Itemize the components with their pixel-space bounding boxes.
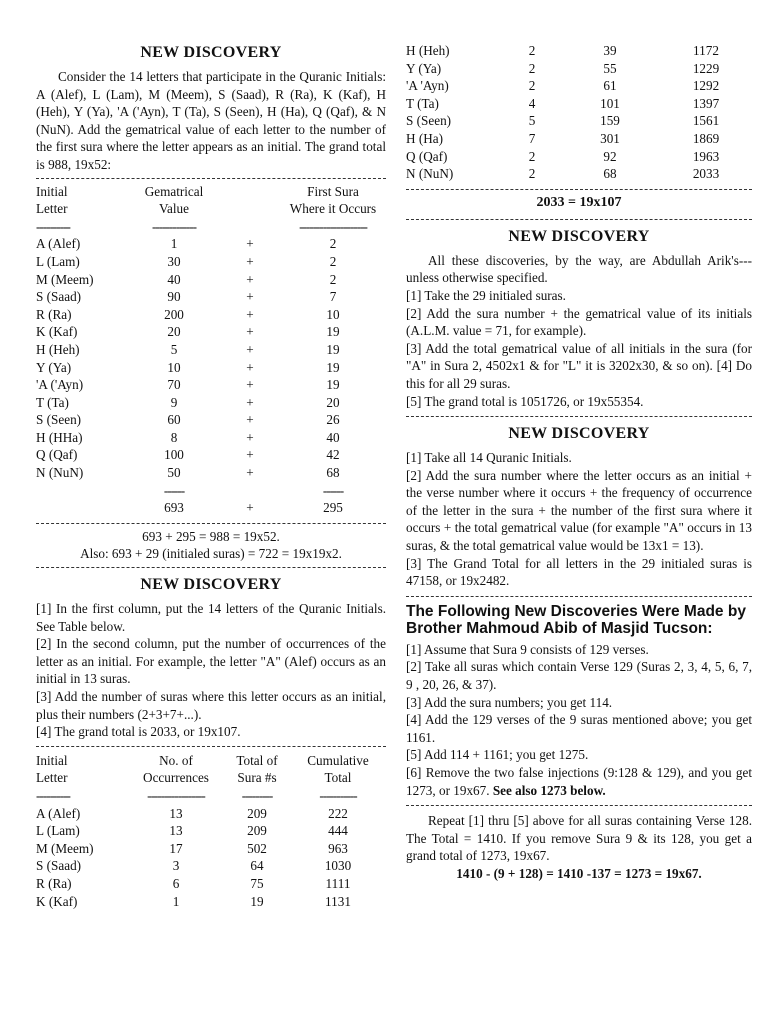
plus-sign: + bbox=[246, 465, 254, 481]
total-sura-cell: 64 bbox=[250, 858, 264, 874]
letter-cell: S (Seen) bbox=[406, 113, 452, 129]
gematrical-value-cell: 100 bbox=[164, 447, 184, 463]
left-column bbox=[36, 0, 386, 910]
col-header-cumulative: Cumulative bbox=[307, 752, 369, 768]
see-also-note: See also 1273 below. bbox=[492, 782, 606, 798]
col-header-value: Value bbox=[158, 201, 190, 217]
cumulative-total-cell: 2033 bbox=[692, 166, 720, 182]
table-row bbox=[36, 376, 386, 394]
table-row bbox=[36, 359, 386, 377]
cumulative-total-cell: 444 bbox=[328, 823, 348, 839]
occurrences-cell: 1 bbox=[172, 893, 180, 909]
letter-cell: T (Ta) bbox=[36, 394, 69, 410]
gematrical-value-cell: 5 bbox=[170, 341, 178, 357]
col-header-initial: Initial bbox=[36, 752, 68, 768]
header-dash: ----------------- bbox=[147, 787, 205, 803]
plus-sign: + bbox=[246, 236, 254, 252]
col-header-first-sura: First Sura bbox=[307, 183, 359, 199]
letter-cell: M (Meem) bbox=[36, 840, 94, 856]
table-row bbox=[36, 323, 386, 341]
letter-cell: Y (Ya) bbox=[406, 60, 442, 76]
first-sura-cell: 20 bbox=[326, 394, 340, 410]
table-row bbox=[36, 253, 386, 271]
letter-cell: L (Lam) bbox=[36, 823, 80, 839]
section-title: NEW DISCOVERY bbox=[140, 44, 282, 61]
table-row bbox=[406, 148, 752, 166]
step-paragraph: [1] Assume that Sura 9 consists of 129 verses. bbox=[406, 641, 649, 657]
table-row bbox=[36, 394, 386, 412]
first-sura-cell: 19 bbox=[326, 359, 340, 375]
table-row bbox=[36, 429, 386, 447]
total-sura-cell: 19 bbox=[250, 893, 264, 909]
occurrences-cell: 13 bbox=[169, 823, 183, 839]
table-row bbox=[406, 112, 752, 130]
letter-cell: H (Ha) bbox=[406, 130, 443, 146]
table-row bbox=[36, 288, 386, 306]
total-sura-cell: 55 bbox=[603, 60, 617, 76]
total-sura-cell: 301 bbox=[600, 130, 620, 146]
table-row bbox=[36, 271, 386, 289]
table-row bbox=[406, 42, 752, 60]
letter-cell: S (Seen) bbox=[36, 412, 82, 428]
step-paragraph: [1] Take all 14 Quranic Initials. bbox=[406, 450, 572, 466]
final-equation: 1410 - (9 + 128) = 1410 -137 = 1273 = 19x67. bbox=[456, 865, 702, 881]
header-dash: ---------- bbox=[36, 787, 70, 803]
gematrical-value-cell: 40 bbox=[167, 271, 181, 287]
letter-cell: S (Saad) bbox=[36, 858, 82, 874]
first-sura-cell: 26 bbox=[326, 412, 340, 428]
first-sura-cell: 19 bbox=[326, 377, 340, 393]
table-row bbox=[36, 805, 386, 823]
table-row bbox=[36, 411, 386, 429]
letter-cell: K (Kaf) bbox=[36, 324, 78, 340]
gematrical-value-cell: 9 bbox=[170, 394, 178, 410]
plus-sign: + bbox=[246, 377, 254, 393]
table-row bbox=[406, 165, 752, 183]
table-row bbox=[36, 341, 386, 359]
first-sura-cell: 2 bbox=[329, 271, 337, 287]
total-sura-cell: 61 bbox=[603, 78, 617, 94]
occurrence-table bbox=[36, 752, 386, 910]
gematrical-value-cell: 10 bbox=[167, 359, 181, 375]
total-sura-cell: 101 bbox=[600, 95, 620, 111]
occurrences-cell: 4 bbox=[528, 95, 536, 111]
occurrences-cell: 2 bbox=[528, 78, 536, 94]
occurrences-cell: 17 bbox=[169, 840, 183, 856]
step-paragraph: [1] In the first column, put the 14 letters of the Quranic Initials. See Table below. bbox=[36, 601, 386, 634]
equation: 693 + 295 = 988 = 19x52. bbox=[142, 528, 280, 544]
plus-sign: + bbox=[246, 394, 254, 410]
result-equation: 2033 = 19x107 bbox=[536, 194, 622, 210]
right-column bbox=[406, 0, 752, 883]
gematrical-value-cell: 1 bbox=[170, 236, 178, 252]
step-paragraph: [2] Add the sura number + the gematrical value of its initials (A.L.M. value = 71, for example). bbox=[406, 305, 752, 339]
letter-cell: L (Lam) bbox=[36, 253, 80, 269]
col-header-cumulative: Total bbox=[324, 770, 352, 786]
step-paragraph: [3] The Grand Total for all letters in the 29 initialed suras is 47158, or 19x2482. bbox=[406, 555, 752, 589]
cumulative-total-cell: 1292 bbox=[692, 78, 720, 94]
step-paragraph: [3] Add the sura numbers; you get 114. bbox=[406, 694, 613, 710]
section-title: NEW DISCOVERY bbox=[508, 227, 650, 245]
letter-cell: M (Meem) bbox=[36, 271, 94, 287]
letter-cell: Y (Ya) bbox=[36, 359, 72, 375]
letter-cell: H (Heh) bbox=[406, 43, 450, 58]
letter-cell: R (Ra) bbox=[36, 306, 72, 322]
gematrical-value-cell: 200 bbox=[164, 306, 184, 322]
col-header-total-sura: Total of bbox=[236, 752, 278, 768]
cumulative-total-cell: 963 bbox=[328, 840, 348, 856]
table-row bbox=[36, 857, 386, 875]
col-header-gematrical: Gematrical bbox=[144, 183, 204, 199]
step-paragraph: [5] Add 114 + 1161; you get 1275. bbox=[406, 747, 589, 763]
equation: Also: 693 + 29 (initialed suras) = 722 = 19x19x2. bbox=[80, 546, 342, 562]
section-title: NEW DISCOVERY bbox=[508, 425, 650, 443]
total-sura-cell: 209 bbox=[247, 805, 267, 821]
total-sura-cell: 68 bbox=[603, 166, 617, 182]
first-sura-cell: 42 bbox=[326, 447, 340, 463]
section-title: NEW DISCOVERY bbox=[140, 576, 282, 594]
letter-cell: K (Kaf) bbox=[36, 893, 78, 909]
col-header-total-sura: Sura #s bbox=[237, 770, 277, 786]
col-header-where-occurs: Where it Occurs bbox=[289, 201, 377, 217]
cumulative-total-cell: 222 bbox=[328, 805, 348, 821]
step-paragraph bbox=[406, 764, 752, 799]
cumulative-total-cell: 1030 bbox=[324, 858, 352, 874]
letter-cell: T (Ta) bbox=[406, 95, 439, 111]
gematrical-value-cell: 90 bbox=[167, 289, 181, 305]
table-row bbox=[36, 822, 386, 840]
total-first-sura: 295 bbox=[323, 500, 343, 516]
cumulative-total-cell: 1131 bbox=[325, 893, 351, 909]
gematrical-value-cell: 20 bbox=[167, 324, 181, 340]
plus-sign: + bbox=[246, 289, 254, 305]
header-dash: --------- bbox=[241, 787, 273, 803]
cumulative-total-cell: 1397 bbox=[692, 95, 720, 111]
cumulative-total-cell: 1229 bbox=[692, 60, 720, 76]
table-row bbox=[406, 95, 752, 113]
first-sura-cell: 68 bbox=[326, 465, 340, 481]
section-title: The Following New Discoveries Were Made by Brother Mahmoud Abib of Masjid Tucson: bbox=[406, 602, 746, 638]
letter-cell: H (Heh) bbox=[36, 341, 80, 357]
plus-sign: + bbox=[246, 271, 254, 287]
occurrences-cell: 2 bbox=[528, 166, 536, 182]
repeat-paragraph: Repeat [1] thru [5] above for all suras containing Verse 128. The Total = 1410. If you remove Sura 9 & its 128, you get a grand total of 1273, 19x67. bbox=[406, 813, 752, 864]
step-paragraph: [2] Take all suras which contain Verse 129 (Suras 2, 3, 4, 5, 6, 7, 9 , 20, 26, & 37). bbox=[406, 659, 752, 693]
total-sura-cell: 92 bbox=[603, 148, 617, 164]
cumulative-total-cell: 1561 bbox=[692, 113, 720, 129]
total-sura-cell: 75 bbox=[250, 875, 264, 891]
letter-cell: A (Alef) bbox=[36, 236, 81, 252]
total-gematrical: 693 bbox=[164, 500, 184, 516]
table-row bbox=[406, 130, 752, 148]
plus-sign: + bbox=[246, 412, 254, 428]
header-dash: -------------------- bbox=[299, 218, 367, 234]
step-paragraph: All these discoveries, by the way, are Abdullah Arik's---unless otherwise specified. bbox=[406, 252, 752, 286]
table-row bbox=[36, 893, 386, 911]
step-paragraph: [5] The grand total is 1051726, or 19x55354. bbox=[406, 393, 644, 409]
step-paragraph: [4] Add the 129 verses of the 9 suras mentioned above; you get 1161. bbox=[406, 712, 752, 745]
occurrence-table-continued bbox=[406, 42, 752, 183]
plus-sign: + bbox=[246, 359, 254, 375]
gematrical-value-cell: 8 bbox=[170, 429, 178, 445]
sum-dash: ------ bbox=[322, 482, 344, 498]
col-header-letter: Letter bbox=[36, 201, 68, 217]
step-paragraph: [2] Add the sura number where the letter occurs as an initial + the verse number where it occurs + the frequency of occurrence of the letter in the sura + the number of the first sura where it occurs + the total gematrical value (for example "A" occurs in 13 suras, & the total gematrical value would be 13x1 = 13). bbox=[406, 467, 752, 554]
header-dash: ----------- bbox=[319, 787, 357, 803]
letter-cell: Q (Qaf) bbox=[36, 447, 78, 463]
letter-cell: S (Saad) bbox=[36, 289, 82, 305]
intro-paragraph: Consider the 14 letters that participate in the Quranic Initials: A (Alef), L (Lam), M (Meem), S (Saad), R (Ra), K (Kaf), H (Heh), Y (Ya), 'A ('Ayn), T (Ta), S (Seen), H (Ha), Q (Qaf), & N (NuN). Add the gematrical value of each letter to the number of the first sura where the letter appears as an initial. The grand total is 988, 19x52: bbox=[36, 69, 386, 172]
plus-sign: + bbox=[246, 447, 254, 463]
table-row bbox=[406, 77, 752, 95]
first-sura-cell: 19 bbox=[326, 324, 340, 340]
table-row bbox=[36, 875, 386, 893]
col-header-initial: Initial bbox=[36, 183, 68, 199]
col-header-letter: Letter bbox=[36, 770, 68, 786]
gematrical-value-cell: 60 bbox=[167, 412, 181, 428]
occurrences-cell: 3 bbox=[172, 858, 180, 874]
step-paragraph: [3] Add the number of suras where this letter occurs as an initial, plus their numbers (2+3+7+...). bbox=[36, 689, 386, 722]
table-row bbox=[36, 306, 386, 324]
gematrical-value-cell: 70 bbox=[167, 377, 181, 393]
col-header-occurrences: Occurrences bbox=[143, 770, 209, 786]
occurrences-cell: 5 bbox=[528, 113, 536, 129]
total-sura-cell: 209 bbox=[247, 823, 267, 839]
gematrical-value-cell: 30 bbox=[167, 253, 181, 269]
table-row bbox=[36, 464, 386, 482]
plus-sign: + bbox=[246, 253, 254, 269]
cumulative-total-cell: 1963 bbox=[692, 148, 720, 164]
first-sura-cell: 7 bbox=[329, 289, 337, 305]
first-sura-cell: 10 bbox=[326, 306, 340, 322]
letter-cell: 'A 'Ayn) bbox=[406, 78, 449, 94]
occurrences-cell: 13 bbox=[169, 805, 183, 821]
letter-cell: R (Ra) bbox=[36, 875, 72, 891]
plus-sign: + bbox=[246, 429, 254, 445]
letter-cell: A (Alef) bbox=[36, 805, 81, 821]
first-sura-cell: 2 bbox=[329, 236, 337, 252]
first-sura-cell: 40 bbox=[326, 429, 340, 445]
total-sura-cell: 39 bbox=[603, 43, 617, 58]
occurrences-cell: 6 bbox=[172, 875, 180, 891]
letter-cell: 'A ('Ayn) bbox=[36, 377, 84, 393]
step-paragraph: [4] The grand total is 2033, or 19x107. bbox=[36, 724, 241, 740]
step-paragraph: [3] Add the total gematrical value of all initials in the sura (for "A" in Sura 2, 4502x1 & for "L" it is 3202x30, & so on). [4] Do this for all 29 suras. bbox=[406, 340, 752, 391]
occurrences-cell: 2 bbox=[528, 148, 536, 164]
plus-sign: + bbox=[246, 341, 254, 357]
table-row bbox=[36, 840, 386, 858]
step-text: [6] Remove the two false injections (9:128 & 129), and you get 1273, or 19x67. bbox=[406, 765, 752, 798]
sum-dash: ------ bbox=[163, 482, 185, 498]
cumulative-total-cell: 1172 bbox=[693, 43, 719, 58]
table-row bbox=[406, 60, 752, 78]
col-header-occurrences: No. of bbox=[159, 752, 193, 768]
letter-cell: N (NuN) bbox=[36, 465, 84, 481]
step-paragraph: [2] In the second column, put the number of occurrences of the letter as an initial. For example, the letter "A" (Alef) occurs as an initial in 13 suras. bbox=[36, 636, 386, 687]
first-sura-cell: 19 bbox=[326, 341, 340, 357]
header-dash: ------------- bbox=[151, 218, 197, 234]
header-dash: ---------- bbox=[36, 218, 70, 234]
occurrences-cell: 2 bbox=[528, 60, 536, 76]
table-row bbox=[36, 446, 386, 464]
cumulative-total-cell: 1111 bbox=[325, 875, 351, 891]
plus-sign: + bbox=[246, 306, 254, 322]
plus-sign: + bbox=[246, 324, 254, 340]
plus-sign: + bbox=[246, 500, 254, 516]
total-sura-cell: 159 bbox=[600, 113, 620, 129]
letter-cell: Q (Qaf) bbox=[406, 148, 448, 164]
gematrical-table bbox=[36, 183, 386, 517]
total-sura-cell: 502 bbox=[247, 840, 267, 856]
occurrences-cell: 2 bbox=[528, 43, 536, 58]
letter-cell: N (NuN) bbox=[406, 166, 454, 182]
first-sura-cell: 2 bbox=[329, 253, 337, 269]
letter-cell: H (HHa) bbox=[36, 429, 83, 445]
gematrical-value-cell: 50 bbox=[167, 465, 181, 481]
occurrences-cell: 7 bbox=[528, 130, 536, 146]
table-row bbox=[36, 235, 386, 253]
step-paragraph: [1] Take the 29 initialed suras. bbox=[406, 287, 566, 303]
cumulative-total-cell: 1869 bbox=[692, 130, 720, 146]
